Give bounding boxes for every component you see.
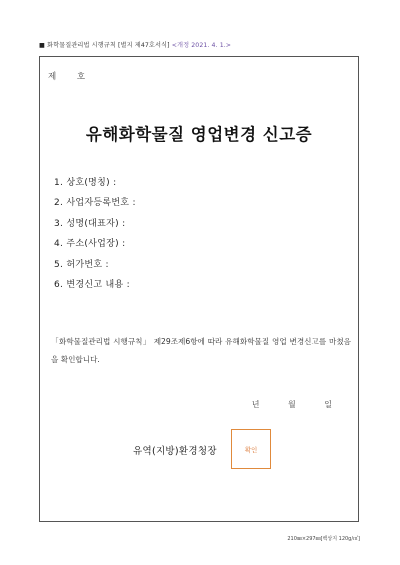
date-day-label: 일 xyxy=(324,400,332,409)
form-header xyxy=(39,40,231,49)
field-business-registration-number: 2. 사업자등록번호 : xyxy=(54,198,136,209)
field-representative-name: 3. 성명(대표자) : xyxy=(54,218,126,229)
field-list xyxy=(54,177,136,299)
confirmation-statement: 「화학물질관리법 시행규칙」 제29조제6항에 따라 유해화학물질 영업 변경신고를 마쳤음을 확인합니다. xyxy=(51,337,351,364)
official-stamp-box xyxy=(231,429,271,469)
form-title: 유해화학물질 영업변경 신고증 xyxy=(85,125,313,144)
field-change-details: 6. 변경신고 내용 : xyxy=(54,279,130,290)
document-number xyxy=(48,70,85,82)
date-month-label: 월 xyxy=(287,400,296,409)
paper-spec: 210㎜×297㎜[백상지 120g/㎡] xyxy=(287,536,360,542)
date-year-label: 년 xyxy=(251,400,260,409)
bullet-icon: ■ xyxy=(39,42,45,49)
doc-number-label: 제 xyxy=(48,72,57,82)
issue-date xyxy=(226,399,332,410)
stamp-label: 확인 xyxy=(244,445,258,454)
doc-number-suffix: 호 xyxy=(76,72,86,82)
field-company-name: 1. 상호(명칭) : xyxy=(54,178,117,188)
certificate-form xyxy=(39,56,359,522)
field-business-address: 4. 주소(사업장) : xyxy=(54,239,126,250)
field-permit-number: 5. 허가번호 : xyxy=(54,259,109,270)
issuing-authority: 유역(지방)환경청장 xyxy=(133,446,217,457)
regulation-reference: 화학물질관리법 시행규칙 [별지 제47호서식] xyxy=(47,42,170,49)
revision-note: <개정 2021. 4. 1.> xyxy=(171,42,232,49)
